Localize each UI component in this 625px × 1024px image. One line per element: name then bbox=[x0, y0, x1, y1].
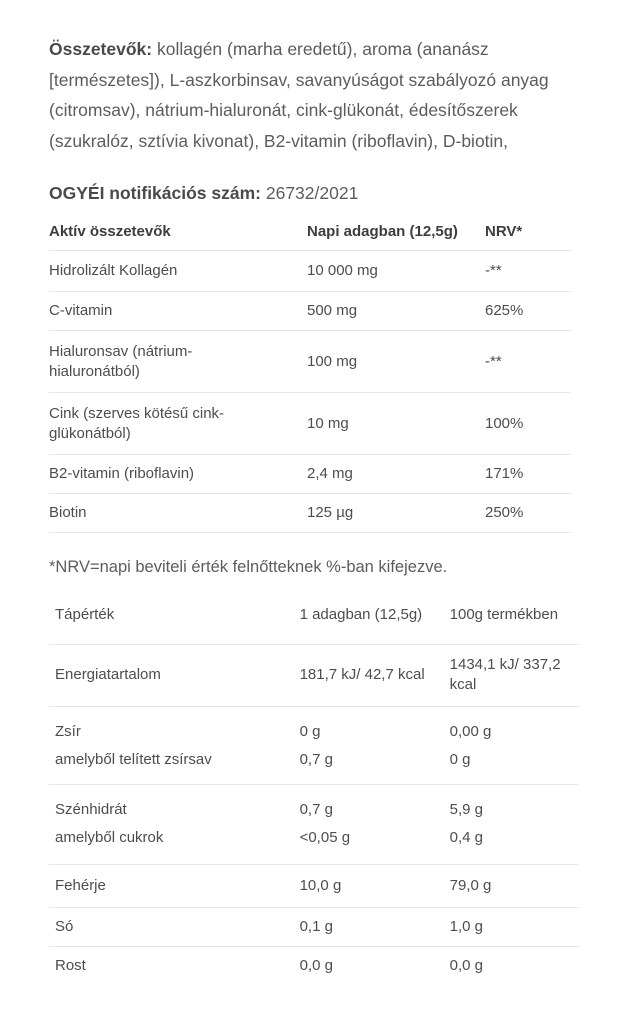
table-header: Napi adagban (12,5g) bbox=[307, 212, 485, 251]
table-row bbox=[49, 706, 579, 744]
table-row bbox=[49, 744, 579, 784]
table-row bbox=[49, 331, 571, 393]
nutrient-per100: 0,00 g bbox=[449, 723, 492, 740]
table-header: Tápérték bbox=[49, 586, 300, 644]
table-row bbox=[49, 784, 579, 822]
nutrient-name: amelyből cukrok bbox=[49, 822, 300, 864]
table-row bbox=[49, 864, 579, 907]
ingredient-name: Cink (szerves kötésű cink-glükonátból) bbox=[49, 393, 307, 455]
nutrient-serving: 0,0 g bbox=[299, 956, 333, 974]
nutrient-per100: 0,0 g bbox=[449, 956, 484, 974]
nutrient-serving: 0,1 g bbox=[300, 907, 450, 946]
ingredients-paragraph bbox=[49, 34, 589, 156]
ingredient-nrv: 625% bbox=[485, 292, 571, 331]
ingredient-name: Biotin bbox=[49, 494, 307, 533]
ingredient-amount: 2,4 mg bbox=[307, 455, 485, 494]
table-row bbox=[49, 494, 571, 533]
ingredient-amount: 125 µg bbox=[307, 494, 485, 533]
table-row bbox=[49, 907, 579, 946]
ingredient-amount: 100 mg bbox=[307, 331, 485, 393]
table-row bbox=[49, 251, 571, 292]
nutrition-facts-table bbox=[49, 586, 579, 985]
active-ingredients-table bbox=[49, 212, 571, 533]
ingredient-name: Hidrolizált Kollagén bbox=[49, 251, 307, 292]
ingredient-name: B2-vitamin (riboflavin) bbox=[49, 455, 307, 494]
nutrient-name: Rost bbox=[55, 956, 86, 974]
ingredient-amount: 10 000 mg bbox=[307, 251, 485, 292]
table-header-row bbox=[49, 212, 571, 251]
nutrient-name: Só bbox=[49, 907, 300, 946]
table-header-row bbox=[49, 586, 579, 644]
table-header: 1 adagban (12,5g) bbox=[300, 586, 450, 644]
nutrient-name: Fehérje bbox=[49, 864, 300, 907]
notification-label: OGYÉI notifikációs szám: bbox=[49, 183, 261, 203]
ingredient-amount: 10 mg bbox=[307, 393, 485, 455]
nrv-footnote: *NRV=napi beviteli érték felnőtteknek %-ban kifejezve. bbox=[49, 558, 448, 576]
table-row bbox=[49, 292, 571, 331]
ingredient-nrv: -** bbox=[485, 331, 571, 393]
nutrient-serving: 0 g bbox=[299, 723, 321, 740]
table-row bbox=[49, 822, 579, 864]
table-row bbox=[49, 455, 571, 494]
nutrient-serving: 0,7 g bbox=[299, 801, 333, 818]
ingredient-nrv: -** bbox=[485, 251, 571, 292]
nutrient-serving: <0,05 g bbox=[300, 822, 450, 864]
nutrient-per100: 1434,1 kJ/ 337,2 kcal bbox=[450, 644, 579, 706]
table-header: 100g termékben bbox=[450, 586, 579, 644]
nutrient-name: Energiatartalom bbox=[49, 644, 300, 706]
table-row bbox=[49, 946, 579, 985]
ingredient-name: C-vitamin bbox=[49, 292, 307, 331]
ingredient-nrv: 171% bbox=[485, 455, 571, 494]
nutrient-serving: 10,0 g bbox=[300, 864, 450, 907]
table-header: NRV* bbox=[485, 212, 571, 251]
ingredient-nrv: 100% bbox=[485, 393, 571, 455]
nutrient-name: Zsír bbox=[55, 723, 81, 740]
ingredients-text: kollagén (marha eredetű), aroma (ananász [természetes]), L-aszkorbinsav, savanyúságot szabályozó anyag (citromsav), nátrium-hialuronát, cink-glükonát, édesítőszerek (szukralóz, sztívia kivonat), B2-vitamin (riboflavin), D-biotin, bbox=[49, 39, 549, 151]
nutrient-name: amelyből telített zsírsav bbox=[49, 744, 300, 784]
nutrient-per100: 0 g bbox=[450, 744, 579, 784]
table-header: Aktív összetevők bbox=[49, 212, 307, 251]
notification-number bbox=[49, 178, 358, 208]
table-row bbox=[49, 644, 579, 706]
nutrient-per100: 79,0 g bbox=[450, 864, 579, 907]
ingredient-nrv: 250% bbox=[485, 494, 571, 533]
nutrient-per100: 5,9 g bbox=[449, 801, 484, 818]
nutrient-name: Szénhidrát bbox=[55, 801, 127, 818]
ingredient-name: Hialuronsav (nátrium-hialuronátból) bbox=[49, 331, 307, 393]
notification-value: 26732/2021 bbox=[261, 183, 359, 203]
table-row bbox=[49, 393, 571, 455]
nutrient-serving: 0,7 g bbox=[300, 744, 450, 784]
nutrient-serving: 181,7 kJ/ 42,7 kcal bbox=[300, 644, 450, 706]
nutrient-per100: 1,0 g bbox=[450, 907, 579, 946]
ingredient-amount: 500 mg bbox=[307, 292, 485, 331]
ingredients-label: Összetevők: bbox=[49, 39, 153, 59]
nutrient-per100: 0,4 g bbox=[450, 822, 579, 864]
